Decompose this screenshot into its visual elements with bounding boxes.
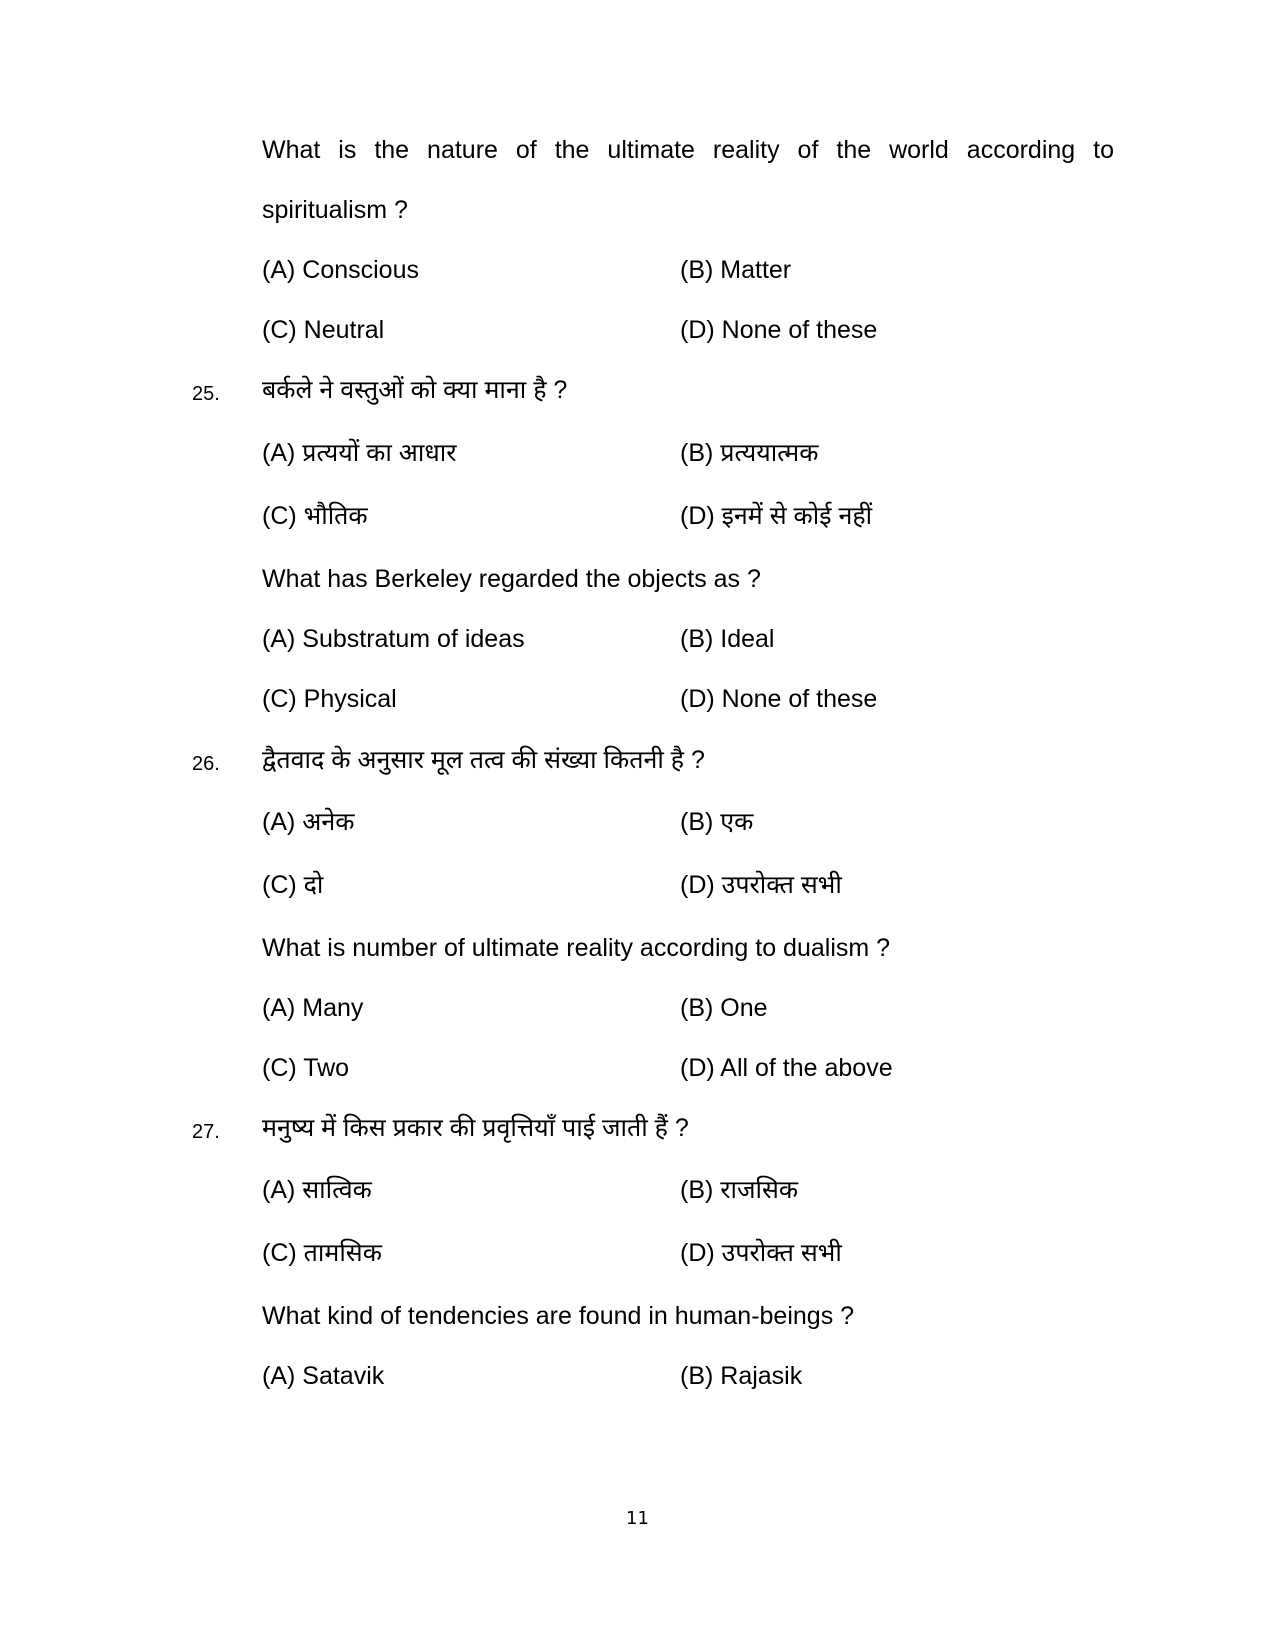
option-d: (D) उपरोक्त सभी [680,1239,842,1267]
option-d: (D) All of the above [680,1054,893,1082]
question-number: 26. [192,753,220,775]
question-text-en: What is the nature of the ultimate reality of the world according to [262,136,1114,164]
option-d: (D) None of these [680,685,878,713]
option-a: (A) प्रत्ययों का आधार [262,439,457,467]
option-d: (D) None of these [680,316,878,344]
question-text-en: spiritualism ? [262,196,408,224]
option-a: (A) Satavik [262,1362,385,1390]
question-number: 27. [192,1121,220,1143]
option-c: (C) तामसिक [262,1239,382,1267]
question-text-hi: मनुष्य में किस प्रकार की प्रवृत्तियाँ पाई जाती हैं ? [262,1114,689,1142]
option-c: (C) भौतिक [262,502,368,530]
option-c: (C) Physical [262,685,397,713]
option-b: (B) एक [680,808,754,836]
option-a: (A) अनेक [262,808,355,836]
option-b: (B) राजसिक [680,1176,799,1204]
option-d: (D) इनमें से कोई नहीं [680,502,873,530]
question-text-en: What has Berkeley regarded the objects as ? [262,565,761,593]
option-b: (B) Matter [680,256,792,284]
question-number: 25. [192,383,220,405]
option-a: (A) Conscious [262,256,419,284]
option-b: (B) One [680,994,768,1022]
option-a: (A) सात्विक [262,1176,372,1204]
page-number: 11 [626,1508,649,1529]
option-b: (B) Rajasik [680,1362,803,1390]
option-d: (D) उपरोक्त सभी [680,871,842,899]
option-b: (B) Ideal [680,625,775,653]
option-c: (C) Two [262,1054,350,1082]
question-text-hi: बर्कले ने वस्तुओं को क्या माना है ? [262,376,568,404]
question-text-en: What is number of ultimate reality according to dualism ? [262,934,891,962]
question-text-en: What kind of tendencies are found in human-beings ? [262,1302,855,1330]
option-c: (C) दो [262,871,324,899]
option-b: (B) प्रत्ययात्मक [680,439,819,467]
option-c: (C) Neutral [262,316,385,344]
option-a: (A) Many [262,994,364,1022]
option-a: (A) Substratum of ideas [262,625,525,653]
question-text-hi: द्वैतवाद के अनुसार मूल तत्व की संख्या कितनी है ? [262,746,705,774]
